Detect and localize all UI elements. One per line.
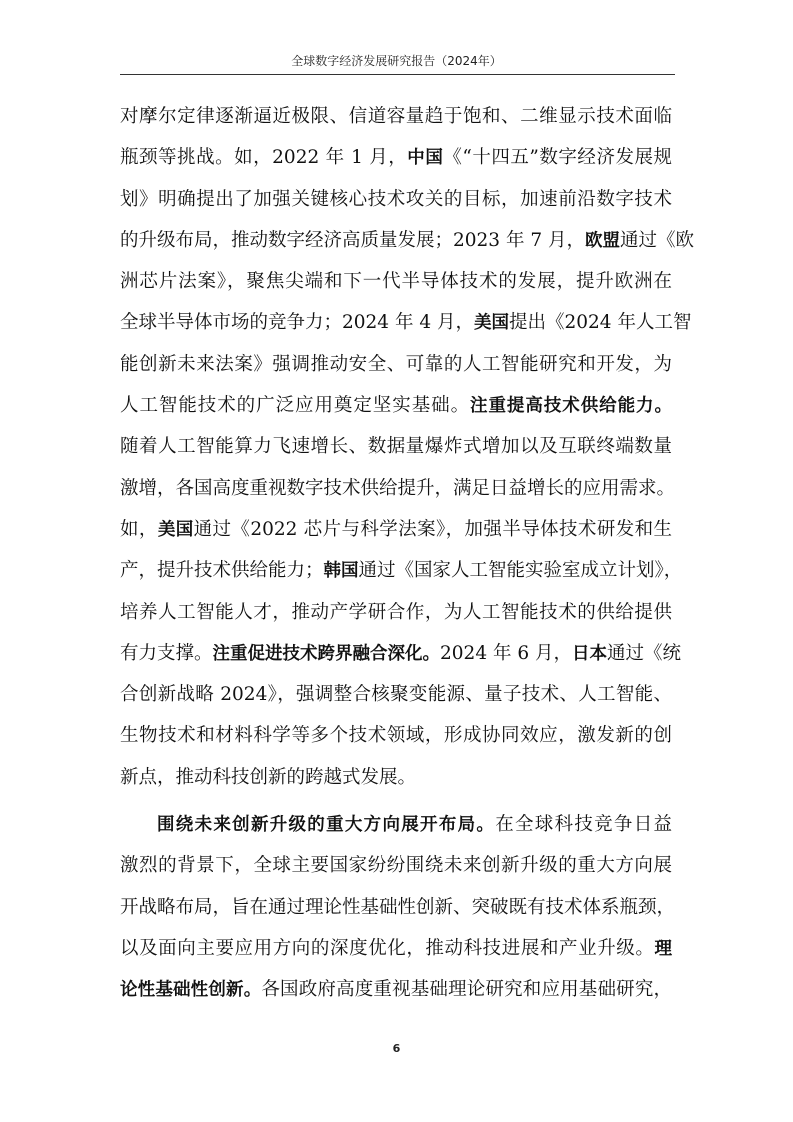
text-line (120, 96, 672, 137)
text-line (120, 220, 695, 261)
text-run: 生物技术和材料科学等多个技术领域，形成协同效应，激发新的创 (120, 725, 672, 747)
text-line (120, 928, 672, 969)
country-name: 中国 (407, 148, 444, 169)
text-run: 激增，各国高度重视数字技术供给提升，满足日益增长的应用需求。 (120, 477, 676, 499)
text-run: 《“十四五”数字经济发展规 (443, 147, 673, 169)
text-line (120, 804, 672, 845)
text-line (120, 633, 682, 674)
text-run: 培养人工智能人才，推动产学研合作，为人工智能技术的供给提供 (120, 601, 672, 623)
text-run: 激烈的背景下，全球主要国家纷纷围绕未来创新升级的重大方向展 (120, 855, 672, 877)
country-name: 日本 (572, 643, 608, 664)
text-run: 人工智能技术的广泛应用奠定坚实基础。 (120, 395, 471, 417)
text-line (120, 674, 672, 715)
bold-heading: 注重提高技术供给能力。 (470, 396, 672, 417)
text-line (120, 715, 672, 756)
text-line (120, 887, 676, 928)
text-line (120, 261, 672, 302)
text-line (120, 757, 672, 798)
running-header: 全球数字经济发展研究报告（2024年） (291, 54, 502, 68)
text-run: 各国政府高度重视基础理论研究和应用基础研究， (261, 979, 672, 1001)
text-run: 瓶颈等挑战。如，2022 年 1 月， (120, 147, 408, 169)
text-run: 的升级布局，推动数字经济高质量发展；2023 年 7 月， (120, 229, 585, 251)
text-run: 产，提升技术供给能力； (120, 560, 324, 582)
text-run: 划》明确提出了加强关键核心技术攻关的目标，加速前沿数字技术 (120, 188, 672, 210)
text-line (120, 509, 672, 550)
text-run: 通过《统 (607, 642, 682, 664)
text-run: 全球半导体市场的竞争力；2024 年 4 月， (120, 312, 474, 334)
text-run: 开战略布局，旨在通过理论性基础性创新、突破既有技术体系瓶颈， (120, 896, 676, 918)
text-run: 有力支撑。 (120, 642, 213, 664)
bold-heading: 围绕未来创新升级的重大方向展开布局。 (157, 815, 496, 836)
text-line (120, 845, 672, 886)
country-name: 美国 (474, 313, 509, 334)
text-run: 洲芯片法案》，聚焦尖端和下一代半导体技术的发展，提升欧洲在 (120, 271, 672, 293)
text-run: 提出《2024 年人工智 (509, 312, 692, 334)
text-line (120, 179, 672, 220)
text-run: 新点，推动科技创新的跨越式发展。 (120, 766, 417, 788)
text-line (120, 385, 672, 426)
text-run: 合创新战略 2024》，强调整合核聚变能源、量子技术、人工智能、 (120, 684, 672, 706)
country-name: 欧盟 (585, 230, 620, 251)
text-line (120, 969, 672, 1010)
country-name: 美国 (157, 519, 194, 540)
text-run: 通过《国家人工智能实验室成立计划》， (358, 560, 683, 582)
body-text (120, 96, 695, 1011)
text-line (120, 344, 672, 385)
bold-heading: 注重促进技术跨界融合深化。 (212, 643, 441, 664)
bold-heading: 论性基础性创新。 (120, 980, 262, 1001)
text-run: 通过《2022 芯片与科学法案》，加强半导体技术研发和生 (193, 518, 673, 540)
header-rule (120, 74, 675, 75)
text-line (120, 426, 672, 467)
page-number: 6 (392, 1042, 401, 1055)
text-run: 通过《欧 (620, 229, 695, 251)
country-name: 韩国 (323, 561, 359, 582)
text-run: 如， (120, 518, 158, 540)
text-line (120, 137, 672, 178)
text-line (120, 550, 683, 591)
bold-heading: 理 (654, 938, 672, 959)
text-run: 在全球科技竞争日益 (495, 814, 672, 836)
text-run: 对摩尔定律逐渐逼近极限、信道容量趋于饱和、二维显示技术面临 (120, 106, 672, 127)
text-line (120, 468, 676, 509)
text-run: 以及面向主要应用方向的深度优化，推动科技进展和产业升级。 (120, 937, 655, 959)
text-run: 2024 年 6 月， (440, 642, 573, 664)
text-line (120, 302, 692, 343)
text-run: 随着人工智能算力飞速增长、数据量爆炸式增加以及互联终端数量 (120, 436, 672, 458)
text-run: 能创新未来法案》强调推动安全、可靠的人工智能研究和开发，为 (120, 353, 672, 375)
text-line (120, 592, 672, 633)
